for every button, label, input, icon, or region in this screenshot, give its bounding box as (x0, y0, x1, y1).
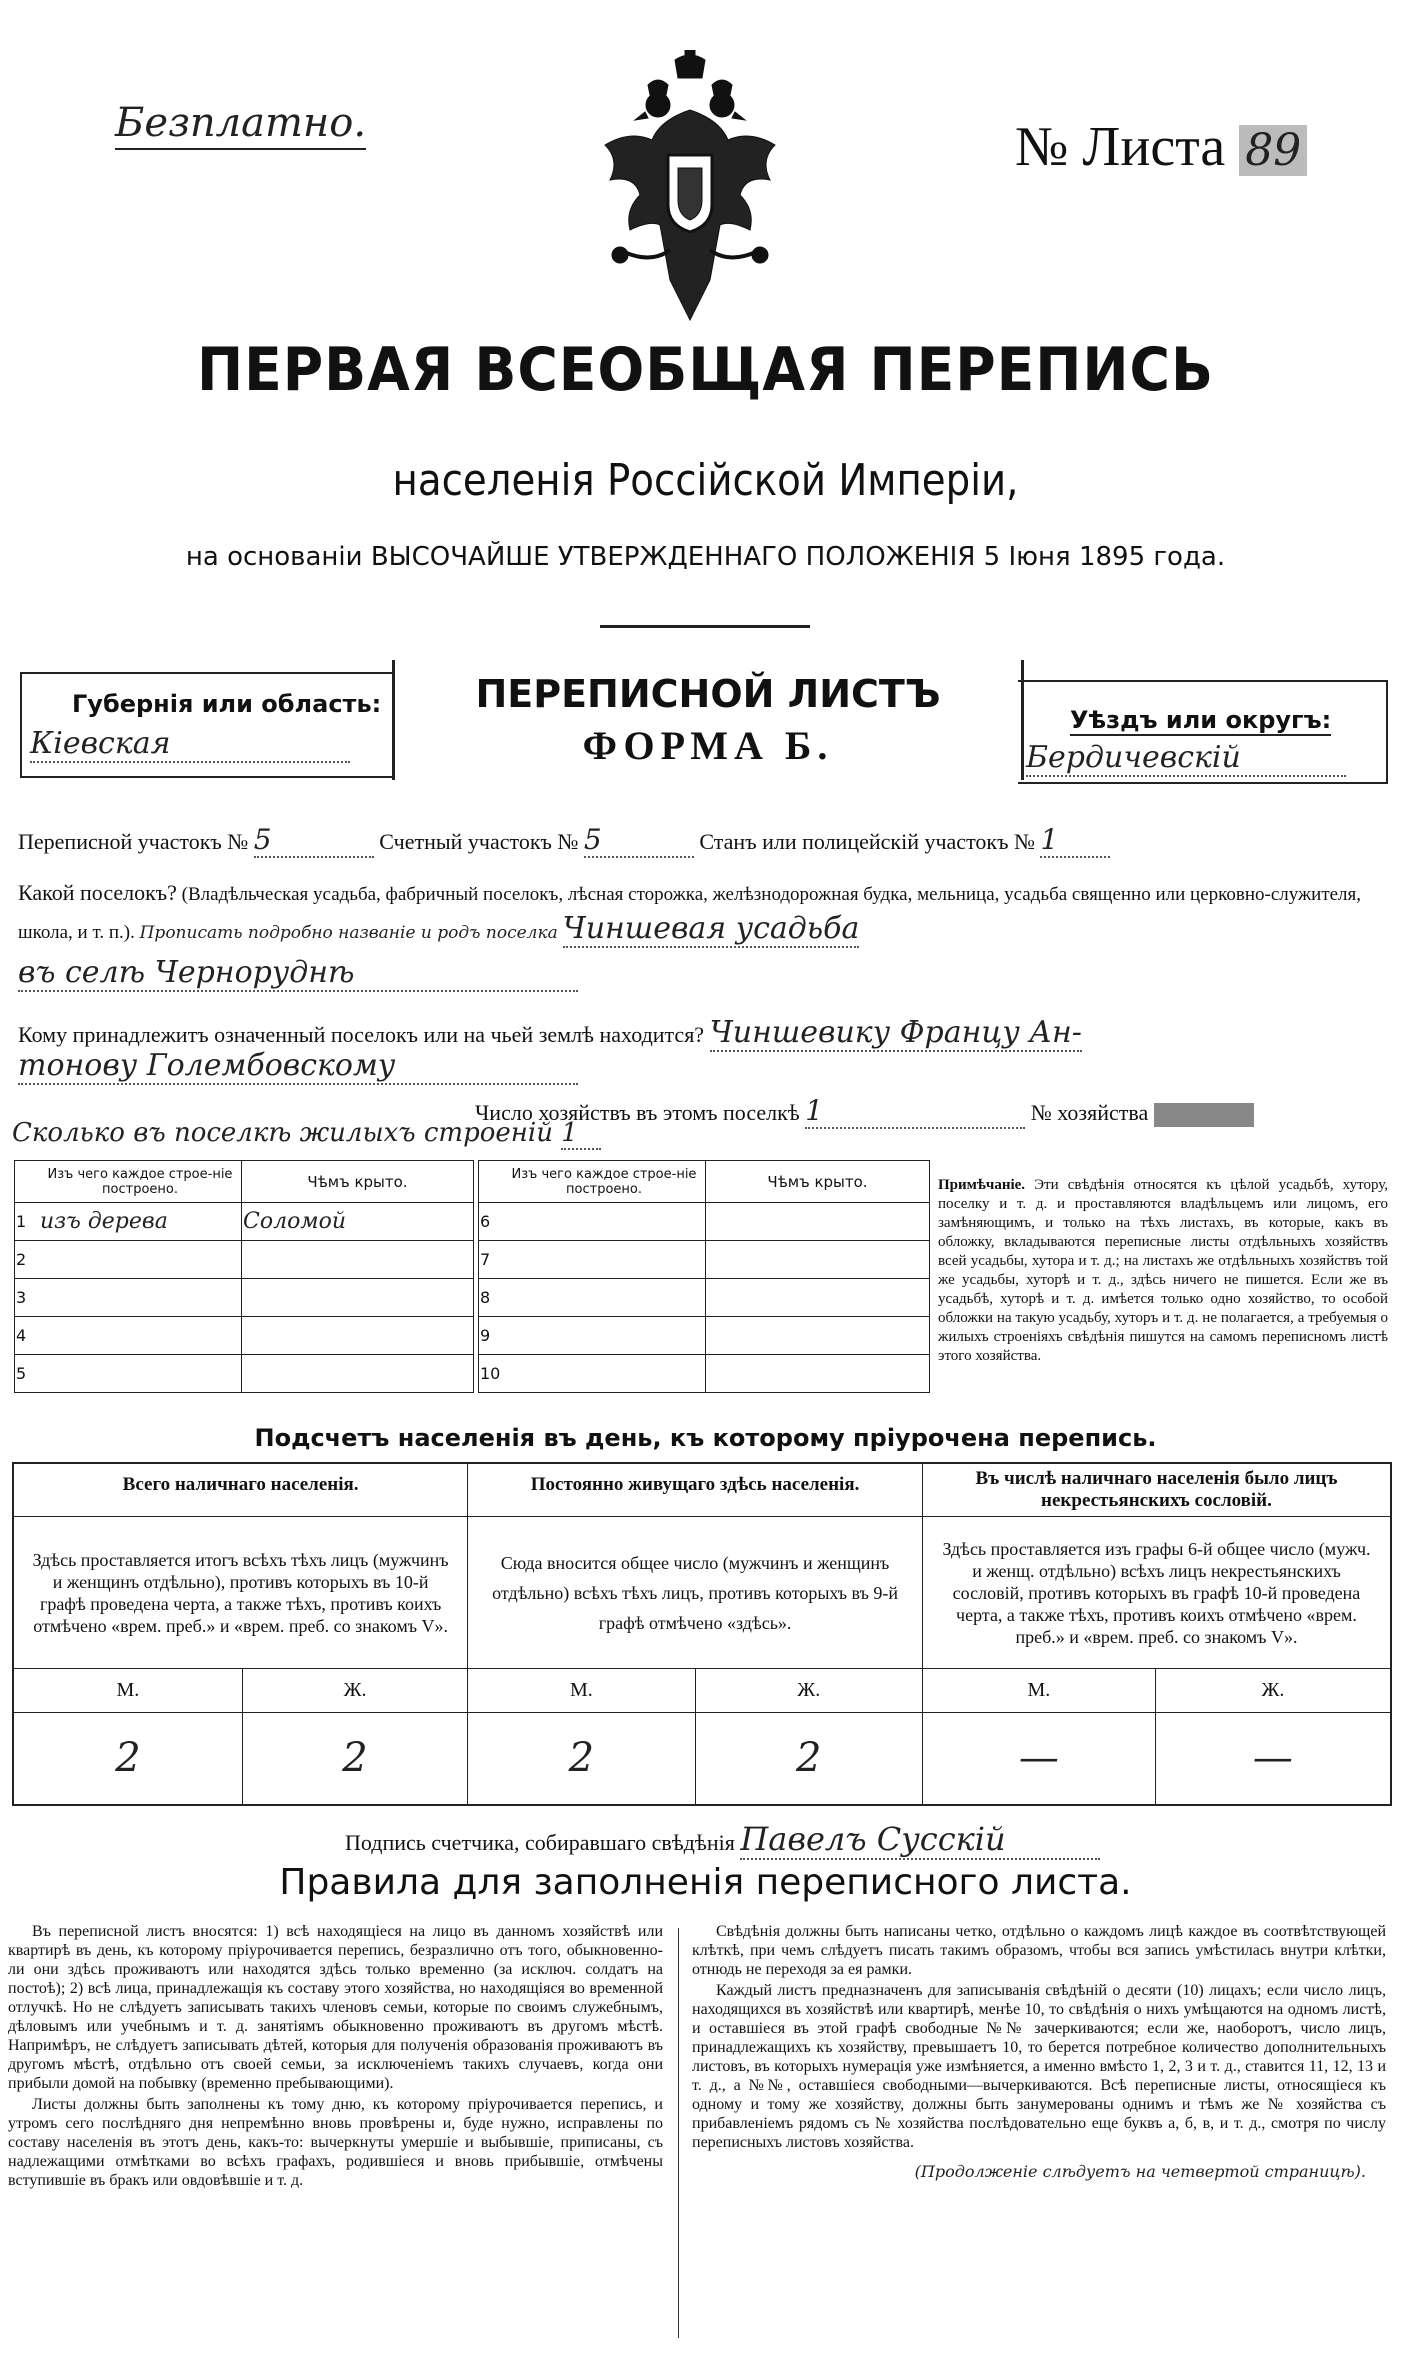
buildings-table-right: Изъ чего каждое строе-ніе построено. Чѣмъ крыто. 6 7 8 9 10 (478, 1160, 930, 1393)
settlement-value-2: въ селѣ Черноруднѣ (18, 955, 578, 992)
note-title: Примѣчаніе. (938, 1177, 1026, 1193)
police-label: Станъ или полицейскій участокъ № (699, 829, 1035, 854)
form-name: ПЕРЕПИСНОЙ ЛИСТЪ (475, 672, 941, 716)
count-col2-title: Постоянно живущаго здѣсь населенія. (468, 1463, 923, 1517)
table-row: 5 (15, 1355, 474, 1393)
form-type: ФОРМА Б. (582, 723, 834, 768)
rules-title: Правила для заполненія переписного листа. (279, 1862, 1132, 1903)
census-district-label: Переписной участокъ № (18, 829, 249, 854)
page-title: ПЕРВАЯ ВСЕОБЩАЯ ПЕРЕПИСЬ (197, 335, 1214, 405)
sheet-number (1015, 115, 1307, 179)
count-col3-title: Въ числѣ наличнаго населенія было лицъ некрестьянскихъ сословій. (922, 1463, 1391, 1517)
police-value: 1 (1040, 823, 1110, 858)
counting-district-label: Счетный участокъ № (379, 829, 579, 854)
gubernia-label: Губернія или область: (72, 690, 382, 718)
signature-label: Подпись счетчика, собиравшаго свѣдѣнія (345, 1830, 735, 1855)
sheet-number-label: № Листа (1015, 116, 1226, 178)
settlement-instruction: Прописать подробно названіе и родъ поселка (139, 923, 558, 943)
rules-column-divider (678, 1928, 679, 2338)
settlement-label: Какой поселокъ? (18, 880, 177, 905)
households-value: 1 (805, 1094, 1025, 1129)
population-count-table (12, 1462, 1392, 1806)
households-label: Число хозяйствъ въ этомъ поселкѣ (475, 1100, 800, 1125)
total-female-value: 2 (242, 1713, 467, 1805)
total-male-value: 2 (13, 1713, 242, 1805)
household-no-shade (1154, 1103, 1254, 1127)
table-row: 4 (15, 1317, 474, 1355)
uezd-label: Уѣздъ или округъ: (1070, 706, 1332, 734)
counting-district-value: 5 (584, 823, 694, 858)
note-text: Эти свѣдѣнія относятся къ цѣлой усадьбѣ, хутору, поселку и т. д. и проставляются владѣльцемъ или лицомъ, его замѣняющимъ, и только на тѣхъ листахъ, въ которые, какъ въ обложку, вкладываются переписные листы отдѣльныхъ хозяйствъ всей усадьбы, хутора и т. д.; на листахъ же отдѣльныхъ хозяйствъ той же усадьбы, хуторѣ и т. д., здѣсь ничего не пишется. Если же въ усадьбѣ, хуторѣ и т. д. имѣется только одно хозяйство, то особой обложки на такую усадьбу, хуторъ и т. д. не полагается, а требуемыя о жилыхъ строеніяхъ свѣдѣнія пишутся на самомъ переписномъ листѣ этого хозяйства. (938, 1177, 1388, 1364)
count-col3-desc: Здѣсь проставляется изъ графы 6-й общее число (мужч. и женщ. отдѣльно) всѣхъ лицъ некрестьянскихъ сословій, противъ которыхъ въ графѣ 10-й проведена черта, а также тѣхъ, противъ коихъ отмѣчено «врем. преб.» и «врем. преб. со знакомъ V». (922, 1517, 1391, 1669)
nonpeasant-female-value: — (1155, 1713, 1391, 1805)
buildings-field (12, 1118, 601, 1150)
signature-field (345, 1820, 1100, 1860)
resident-male-value: 2 (468, 1713, 695, 1805)
household-no-label: № хозяйства (1030, 1100, 1149, 1125)
divider (600, 625, 810, 628)
census-district-value: 5 (254, 823, 374, 858)
gubernia-value: Кіевская (30, 726, 350, 763)
count-col2-desc: Сюда вносится общее число (мужчинъ и женщинъ отдѣльно) всѣхъ тѣхъ лицъ, противъ которыхъ въ 9-й графѣ отмѣчено «здѣсь». (468, 1517, 923, 1669)
table-row: 9 (479, 1317, 930, 1355)
female-label: Ж. (1155, 1669, 1391, 1713)
table-row: 3 (15, 1279, 474, 1317)
nonpeasant-male-value: — (922, 1713, 1155, 1805)
rules-left-column (8, 1922, 663, 2190)
settlement-field (18, 876, 1390, 950)
uezd-value: Бердичевскій (1026, 740, 1346, 777)
settlement-value-1: Чиншевая усадьба (562, 911, 860, 946)
signature-value: Павелъ Сусскій (740, 1820, 1100, 1860)
table-row: 2 (15, 1241, 474, 1279)
female-label: Ж. (695, 1669, 922, 1713)
owner-label: Кому принадлежитъ означенный поселокъ или на чьей землѣ находится? (18, 1022, 705, 1047)
table-row: 10 (479, 1355, 930, 1393)
rules-left-p2: Листы должны быть заполнены къ тому дню, къ которому пріурочивается перепись, и утромъ сего послѣдняго дня непремѣнно вновь провѣрены и, буде нужно, исправлены по составу населенія въ этотъ день, какъ-то: вычеркнуты умершіе и выбывшіе, приписаны, съ надлежащими отмѣтками во всѣхъ графахъ, родившіеся и вновь прибывшіе, отмѣчены вступившіе въ бракъ или овдовѣвшіе и т. д. (8, 2096, 663, 2189)
female-label: Ж. (242, 1669, 467, 1713)
owner-field (18, 1015, 1082, 1050)
table-row: 7 (479, 1241, 930, 1279)
owner-value-2: тонову Голембовскому (18, 1048, 578, 1085)
districts-line (18, 823, 1110, 858)
uezd-box (1018, 680, 1388, 784)
rules-left-p1: Въ переписной листъ вносятся: 1) всѣ находящіеся на лицо въ данномъ хозяйствѣ или квартирѣ въ день, къ которому пріурочивается перепись, безразлично отъ того, обыкновенно-ли они здѣсь проживаютъ или находятся здѣсь только временно (за исключ. солдатъ на постоѣ); 2) всѣ лица, принадлежащія къ составу этого хозяйства, но находящіяся во временной отлучкѣ. Но не слѣдуетъ записывать такихъ членовъ семьи, которые по своимъ служебнымъ, дѣловымъ или учебнымъ и т. д. занятіямъ обыкновенно проживаютъ въ другомъ мѣстѣ. Напримѣръ, не слѣдуетъ записывать дѣтей, которыя для полученія образованія проживаютъ въ другомъ мѣстѣ, отдѣльно отъ своей семьи, за исключеніемъ такихъ случаевъ, когда они прибыли домой на побывку (временно пребывающими). (8, 1923, 663, 2092)
buildings-table-left (14, 1160, 474, 1393)
col-material-header: Изъ чего каждое строе-ніе построено. (39, 1161, 242, 1203)
rules-right-p1: Свѣдѣнія должны быть написаны четко, отдѣльно о каждомъ лицѣ каждое въ соотвѣтствующей клѣткѣ, при чемъ слѣдуетъ писать такимъ образомъ, чтобы вся запись умѣстилась внутри клѣтки, отнюдь не переходя за ея рамки. (692, 1923, 1386, 1978)
form-title-box (392, 660, 1024, 780)
rules-continued: (Продолженіе слѣдуетъ на четвертой страницѣ). (914, 2162, 1366, 2181)
table-row: 8 (479, 1279, 930, 1317)
settlement-hint: (Владѣльческая усадьба, фабричный поселокъ, лѣсная сторожка, желѣзнодорожная будка, мельница, усадьба священно или церковно-служителя, школа, и т. п.). (18, 884, 1362, 943)
owner-value-1: Чиншевику Францу Ан- (709, 1015, 1082, 1050)
imperial-eagle-icon (590, 50, 790, 330)
count-col1-desc: Здѣсь проставляется итогъ всѣхъ тѣхъ лицъ (мужчинъ и женщинъ отдѣльно), противъ которыхъ въ 10-й графѣ проведена черта, а также тѣхъ, противъ коихъ отмѣчено «врем. преб.» и «врем. преб. со знакомъ V». (13, 1517, 468, 1669)
sheet-number-value: 89 (1239, 125, 1307, 176)
rules-right-p2: Каждый листъ предназначенъ для записыванія свѣдѣній о десяти (10) лицахъ; если число лицъ, находящихся въ хозяйствѣ или квартирѣ, менѣе 10, то свѣдѣнія о нихъ умѣщаются на одномъ листѣ, и оставшіеся въ этой графѣ свободные №№ зачеркиваются; если же, наоборотъ, число лицъ, принадлежащихъ къ хозяйству, превышаетъ 10, то берется потребное количество дополнительныхъ листовъ, въ которыхъ нумерація уже измѣняется, а именно вмѣсто 1, 2, 3 и т. д., ставится 11, 12, 13 и т. д., а №№, оставшіеся свободными—вычеркиваются. Всѣ переписные листы, относящіеся къ одному и тому же хозяйству, должны быть занумерованы однимъ и тѣмъ же № хозяйства съ прибавленіемъ рядомъ съ № хозяйства послѣдовательно еще буквъ а, б, в, и т. д., смотря по числу переписныхъ листовъ хозяйства. (692, 1982, 1386, 2151)
male-label: М. (922, 1669, 1155, 1713)
rules-right-column (692, 1922, 1386, 2181)
col-roof-header: Чѣмъ крыто. (242, 1161, 474, 1203)
page-subtitle: населенія Россійской Имперіи, (392, 455, 1019, 506)
buildings-label: Сколько въ поселкѣ жилыхъ строеній (12, 1118, 553, 1148)
count-col1-title: Всего наличнаго населенія. (13, 1463, 468, 1517)
basis-line: на основаніи ВЫСОЧАЙШЕ УТВЕРЖДЕННАГО ПОЛОЖЕНІЯ 5 Іюня 1895 года. (185, 542, 1226, 572)
count-heading: Подсчетъ населенія въ день, къ которому пріурочена перепись. (254, 1424, 1157, 1452)
buildings-value: 1 (561, 1118, 601, 1150)
gubernia-box (20, 672, 394, 778)
table-row: 6 (479, 1203, 930, 1241)
table-row: 1 изъ дерева Соломой (15, 1203, 474, 1241)
male-label: М. (468, 1669, 695, 1713)
resident-female-value: 2 (695, 1713, 922, 1805)
free-label: Безплатно. (115, 100, 366, 150)
male-label: М. (13, 1669, 242, 1713)
note-block (938, 1176, 1388, 1366)
